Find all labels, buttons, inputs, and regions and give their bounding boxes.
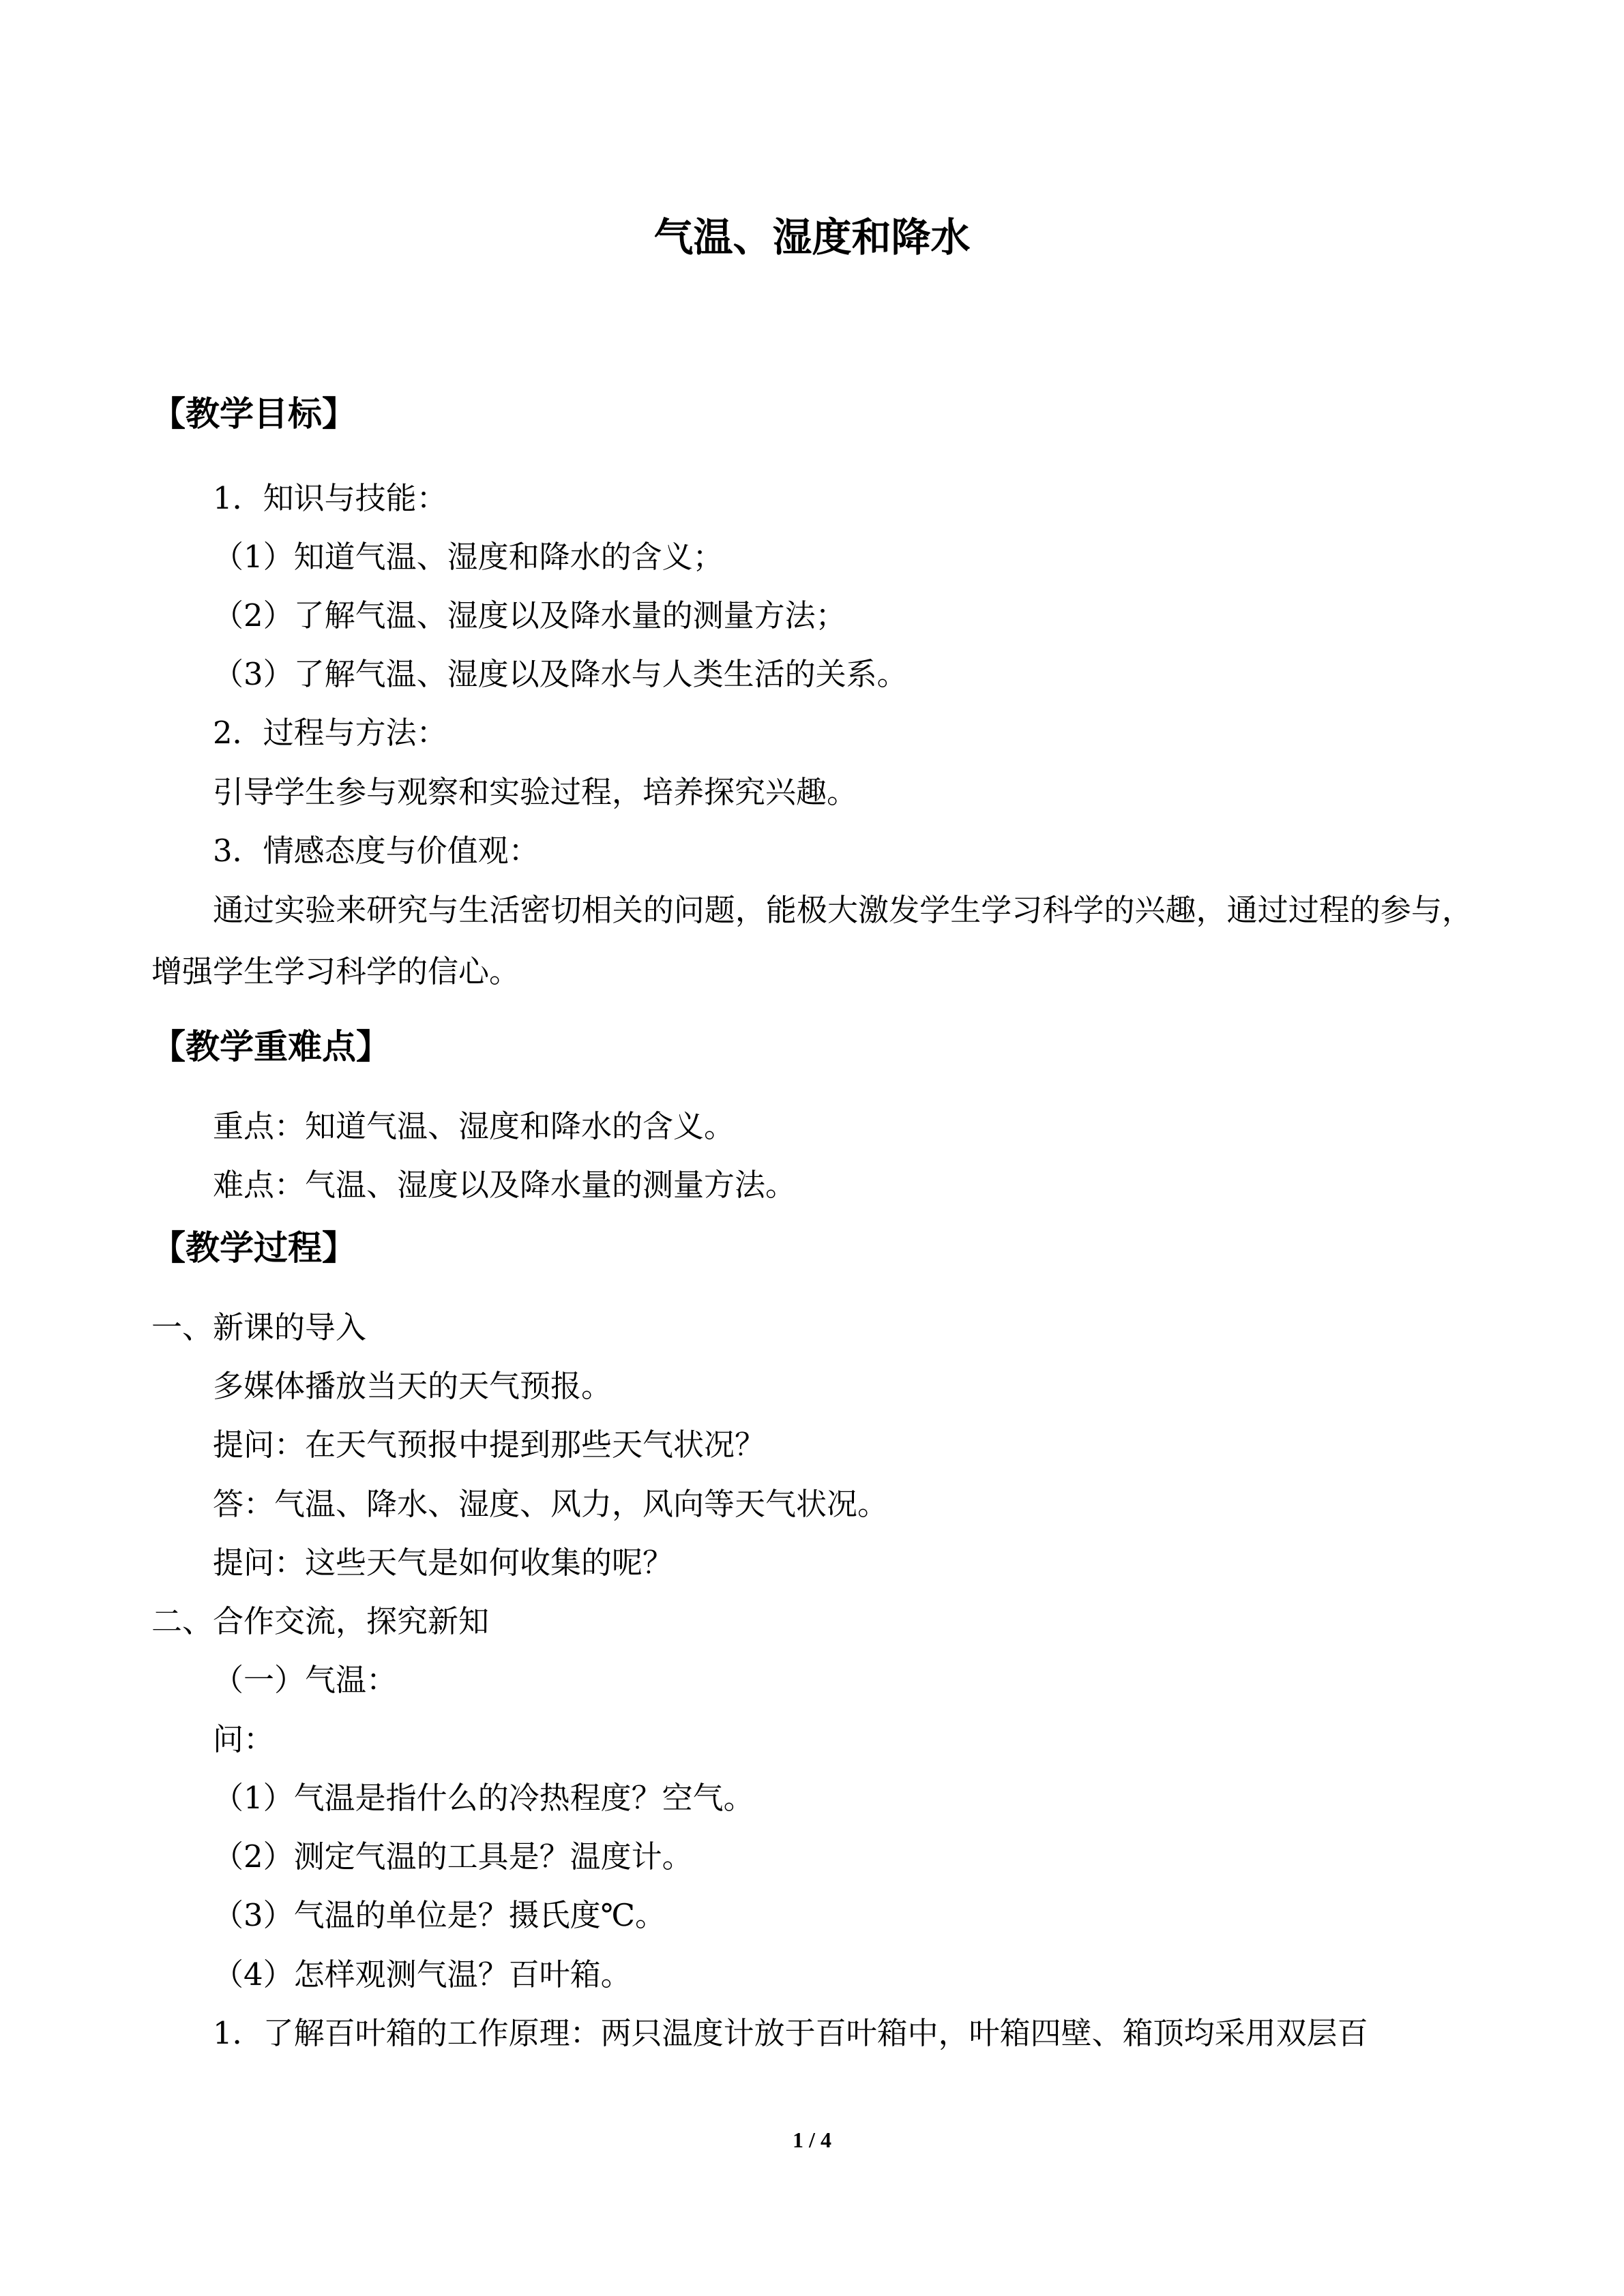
process-line: 问： <box>213 1721 275 1757</box>
objective-paragraph: 通过实验来研究与生活密切相关的问题，能极大激发学生学习科学的兴趣，通过过程的参与，增强学生学习科学的信心。 <box>151 892 1473 989</box>
section-heading-process: 【教学过程】 <box>151 1228 356 1268</box>
objective-line: （3）了解气温、湿度以及降水与人类生活的关系。 <box>213 656 908 692</box>
objective-line: 3．情感态度与价值观： <box>213 833 540 869</box>
process-line: （1）气温是指什么的冷热程度？空气。 <box>213 1780 754 1816</box>
page-title: 气温、湿度和降水 <box>653 214 971 260</box>
process-line: （2）测定气温的工具是？温度计。 <box>213 1838 693 1875</box>
process-line: 二、合作交流，探究新知 <box>151 1603 490 1639</box>
process-line: 1．了解百叶箱的工作原理：两只温度计放于百叶箱中，叶箱四壁、箱顶均采用双层百 <box>213 2015 1368 2051</box>
process-line: 提问：在天气预报中提到那些天气状况？ <box>213 1427 766 1463</box>
process-line: 一、新课的导入 <box>151 1309 367 1345</box>
objective-line: 引导学生参与观察和实验过程，培养探究兴趣。 <box>213 774 858 810</box>
objective-line: （1）知道气温、湿度和降水的含义； <box>213 539 724 575</box>
key-point-line: 难点：气温、湿度以及降水量的测量方法。 <box>213 1167 797 1203</box>
objective-line: 1．知识与技能： <box>213 480 447 516</box>
process-line: （一）气温： <box>213 1662 398 1698</box>
key-point-line: 重点：知道气温、湿度和降水的含义。 <box>213 1108 735 1144</box>
process-line: 提问：这些天气是如何收集的呢？ <box>213 1545 674 1581</box>
section-heading-objectives: 【教学目标】 <box>151 394 356 434</box>
process-line: （3）气温的单位是？摄氏度℃。 <box>213 1897 666 1933</box>
objective-line: 2．过程与方法： <box>213 715 447 751</box>
section-heading-key-points: 【教学重难点】 <box>151 1027 390 1067</box>
process-line: 多媒体播放当天的天气预报。 <box>213 1368 612 1404</box>
process-line: 答：气温、降水、湿度、风力，风向等天气状况。 <box>213 1486 889 1522</box>
process-line: （4）怎样观测气温？百叶箱。 <box>213 1956 632 1993</box>
objective-line: （2）了解气温、湿度以及降水量的测量方法； <box>213 597 846 633</box>
page-number: 1 / 4 <box>793 2128 831 2152</box>
